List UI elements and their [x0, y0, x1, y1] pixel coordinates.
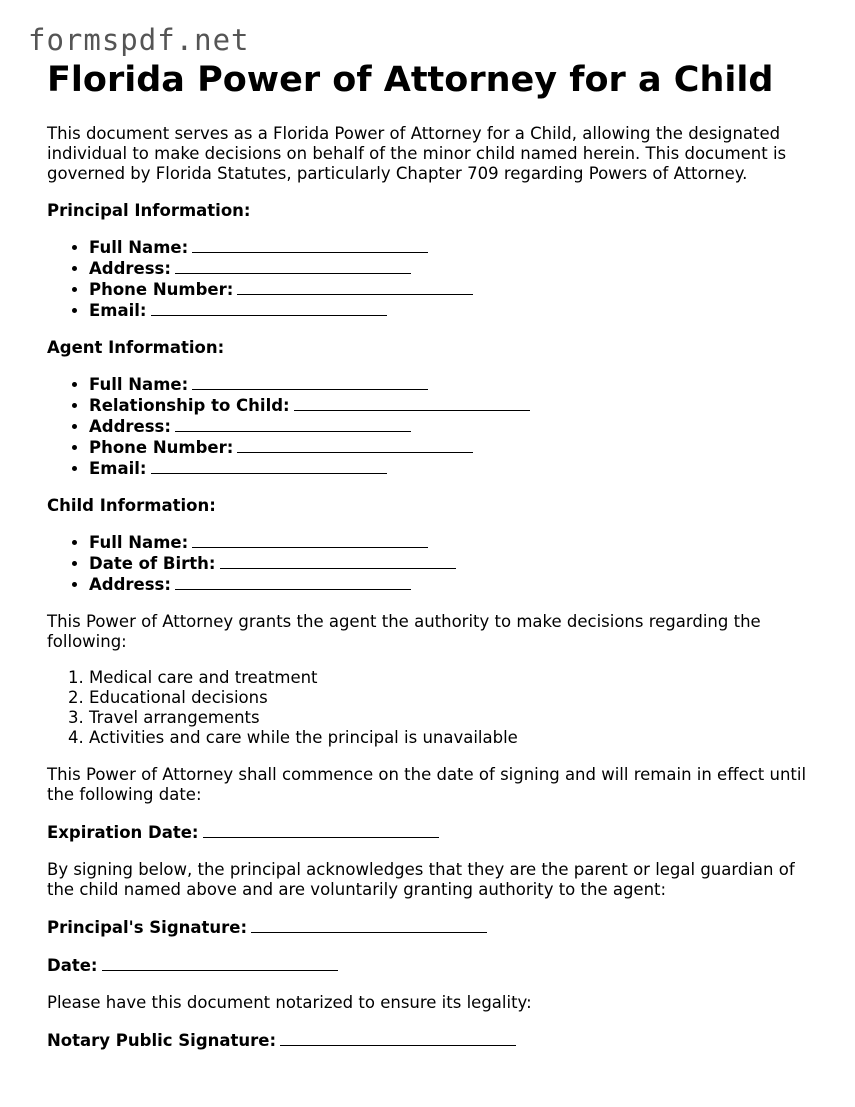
principal-full-name-field: [89, 237, 817, 258]
intro-paragraph: This document serves as a Florida Power of Attorney for a Child, allowing the designated individual to make decisions on behalf of the minor child named herein. This document is governed by Florida Statutes, particularly Chapter 709 regarding Powers of Attorney.: [47, 124, 787, 183]
watermark-logo: formspdf.net: [28, 23, 250, 57]
field-label: Full Name:: [89, 238, 189, 257]
fill-in-blank[interactable]: [175, 258, 411, 274]
fill-in-blank[interactable]: [220, 553, 456, 569]
child-fields: [47, 532, 817, 595]
fill-in-blank[interactable]: [192, 532, 428, 548]
fill-in-blank[interactable]: [280, 1030, 516, 1046]
date-field: [47, 955, 817, 976]
fill-in-blank[interactable]: [192, 237, 428, 253]
principal-signature-field: [47, 917, 817, 938]
field-label: Address:: [89, 575, 171, 594]
principal-fields: [47, 237, 817, 321]
child-dob-field: [89, 553, 817, 574]
fill-in-blank[interactable]: [175, 574, 411, 590]
field-label: Email:: [89, 459, 147, 478]
fill-in-blank[interactable]: [175, 416, 411, 432]
principal-address-field: [89, 258, 817, 279]
agent-full-name-field: [89, 374, 817, 395]
commence-paragraph: This Power of Attorney shall commence on the date of signing and will remain in effect until the following date:: [47, 765, 807, 804]
field-label: Notary Public Signature:: [47, 1031, 277, 1050]
child-full-name-field: [89, 532, 817, 553]
agent-heading: Agent Information:: [47, 338, 225, 357]
field-label: Date of Birth:: [89, 554, 216, 573]
child-address-field: [89, 574, 817, 595]
field-label: Expiration Date:: [47, 823, 199, 842]
agent-email-field: [89, 458, 817, 479]
agent-address-field: [89, 416, 817, 437]
field-label: Phone Number:: [89, 438, 234, 457]
document-title: Florida Power of Attorney for a Child: [47, 60, 774, 100]
authority-list: [47, 668, 817, 748]
fill-in-blank[interactable]: [192, 374, 428, 390]
fill-in-blank[interactable]: [151, 300, 387, 316]
fill-in-blank[interactable]: [151, 458, 387, 474]
authority-item: 1. Medical care and treatment: [89, 668, 817, 688]
authority-item: 2. Educational decisions: [89, 688, 817, 708]
fill-in-blank[interactable]: [237, 437, 473, 453]
notarize-paragraph: Please have this document notarized to ensure its legality:: [47, 993, 532, 1012]
agent-relationship-field: [89, 395, 817, 416]
notary-signature-field: [47, 1030, 817, 1051]
field-label: Email:: [89, 301, 147, 320]
agent-fields: [47, 374, 817, 479]
field-label: Address:: [89, 417, 171, 436]
acknowledge-paragraph: By signing below, the principal acknowledges that they are the parent or legal guardian of the child named above and are voluntarily granting authority to the agent:: [47, 860, 795, 899]
agent-phone-field: [89, 437, 817, 458]
field-label: Date:: [47, 956, 98, 975]
fill-in-blank[interactable]: [102, 955, 338, 971]
authority-item: 4. Activities and care while the principal is unavailable: [89, 728, 817, 748]
principal-email-field: [89, 300, 817, 321]
field-label: Address:: [89, 259, 171, 278]
expiration-date-field: [47, 822, 817, 843]
field-label: Relationship to Child:: [89, 396, 290, 415]
field-label: Phone Number:: [89, 280, 234, 299]
principal-heading: Principal Information:: [47, 201, 251, 220]
fill-in-blank[interactable]: [294, 395, 530, 411]
field-label: Full Name:: [89, 533, 189, 552]
child-heading: Child Information:: [47, 496, 216, 515]
fill-in-blank[interactable]: [203, 822, 439, 838]
field-label: Principal's Signature:: [47, 918, 248, 937]
document-page: [47, 60, 817, 1051]
principal-phone-field: [89, 279, 817, 300]
authority-item: 3. Travel arrangements: [89, 708, 817, 728]
fill-in-blank[interactable]: [237, 279, 473, 295]
authority-intro: This Power of Attorney grants the agent the authority to make decisions regarding the following:: [47, 612, 761, 651]
field-label: Full Name:: [89, 375, 189, 394]
fill-in-blank[interactable]: [251, 917, 487, 933]
